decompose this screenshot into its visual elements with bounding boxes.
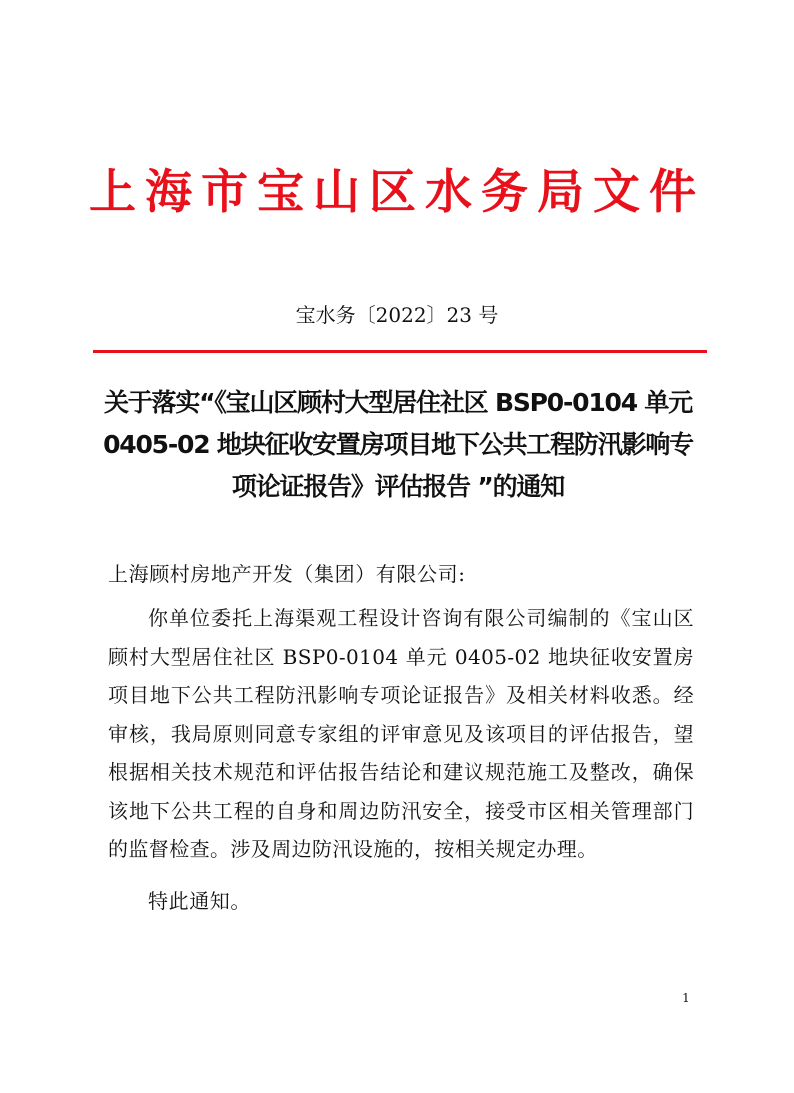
red-divider-rule <box>93 350 707 353</box>
document-number: 宝水务〔2022〕23 号 <box>295 303 499 327</box>
page-number: 1 <box>682 991 690 1005</box>
addressee: 上海顾村房地产开发（集团）有限公司: <box>108 562 466 586</box>
agency-header: 上海市宝山区水务局文件 <box>89 165 705 220</box>
notice-title: 关于落实“《宝山区顾村大型居住社区 BSP0-0104 单元 0405-02 地块征收安置房项目地下公共工程防汛影响专项论证报告》评估报告 ”的通知 <box>103 388 693 501</box>
closing-line: 特此通知。 <box>148 889 251 913</box>
body-paragraph: 你单位委托上海渠观工程设计咨询有限公司编制的《宝山区顾村大型居住社区 BSP0-0104 单元 0405-02 地块征收安置房项目地下公共工程防汛影响专项论证报告》及相关材料收悉。经审核，我局原则同意专家组的评审意见及该项目的评估报告，望根据相关技术规范和评估报告结论和建议规范施工及整改，确保该地下公共工程的自身和周边防汛安全，接受市区相关管理部门的监督检查。涉及周边防汛设施的，按相关规定办理。 <box>108 606 694 861</box>
